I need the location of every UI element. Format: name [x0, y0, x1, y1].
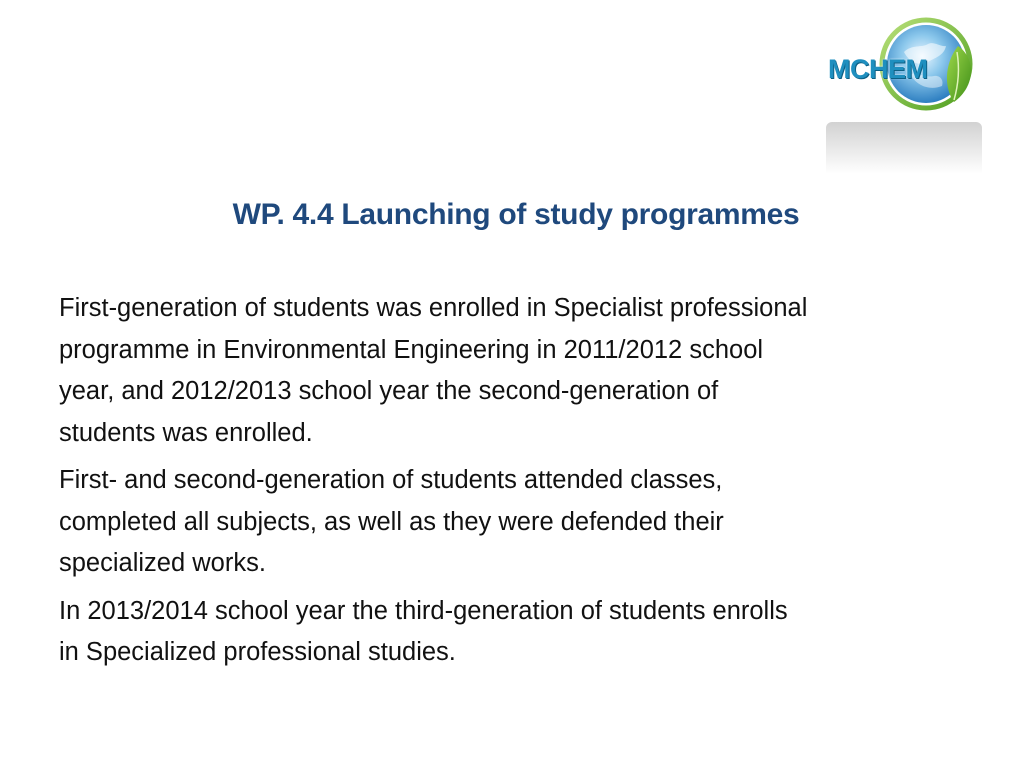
paragraph-3-line-1: In 2013/2014 school year the third-generation of students enrolls — [59, 596, 788, 625]
paragraph-3-line-2: in Specialized professional studies. — [59, 638, 456, 666]
paragraph-1-line-2: programme in Environmental Engineering in 2011/2012 school — [59, 335, 764, 364]
paragraph-1 — [59, 288, 979, 454]
mchem-logo — [826, 14, 982, 174]
logo-reflection — [826, 122, 982, 174]
paragraph-1-line-3: year, and 2012/2013 school year the second-generation of — [59, 377, 719, 405]
slide-body — [59, 288, 979, 680]
paragraph-3 — [59, 591, 979, 674]
logo-text: MCHEM — [828, 54, 928, 84]
paragraph-2 — [59, 460, 979, 585]
paragraph-2-line-1: First- and second-generation of students attended classes, — [59, 466, 723, 494]
paragraph-2-line-2: completed all subjects, as well as they were defended their — [59, 507, 724, 536]
paragraph-1-line-4: students was enrolled. — [59, 418, 313, 447]
slide-title: WP. 4.4 Launching of study programmes — [232, 198, 800, 231]
paragraph-2-line-3: specialized works. — [59, 549, 266, 577]
paragraph-1-line-1: First-generation of students was enrolled in Specialist professional — [59, 294, 808, 322]
